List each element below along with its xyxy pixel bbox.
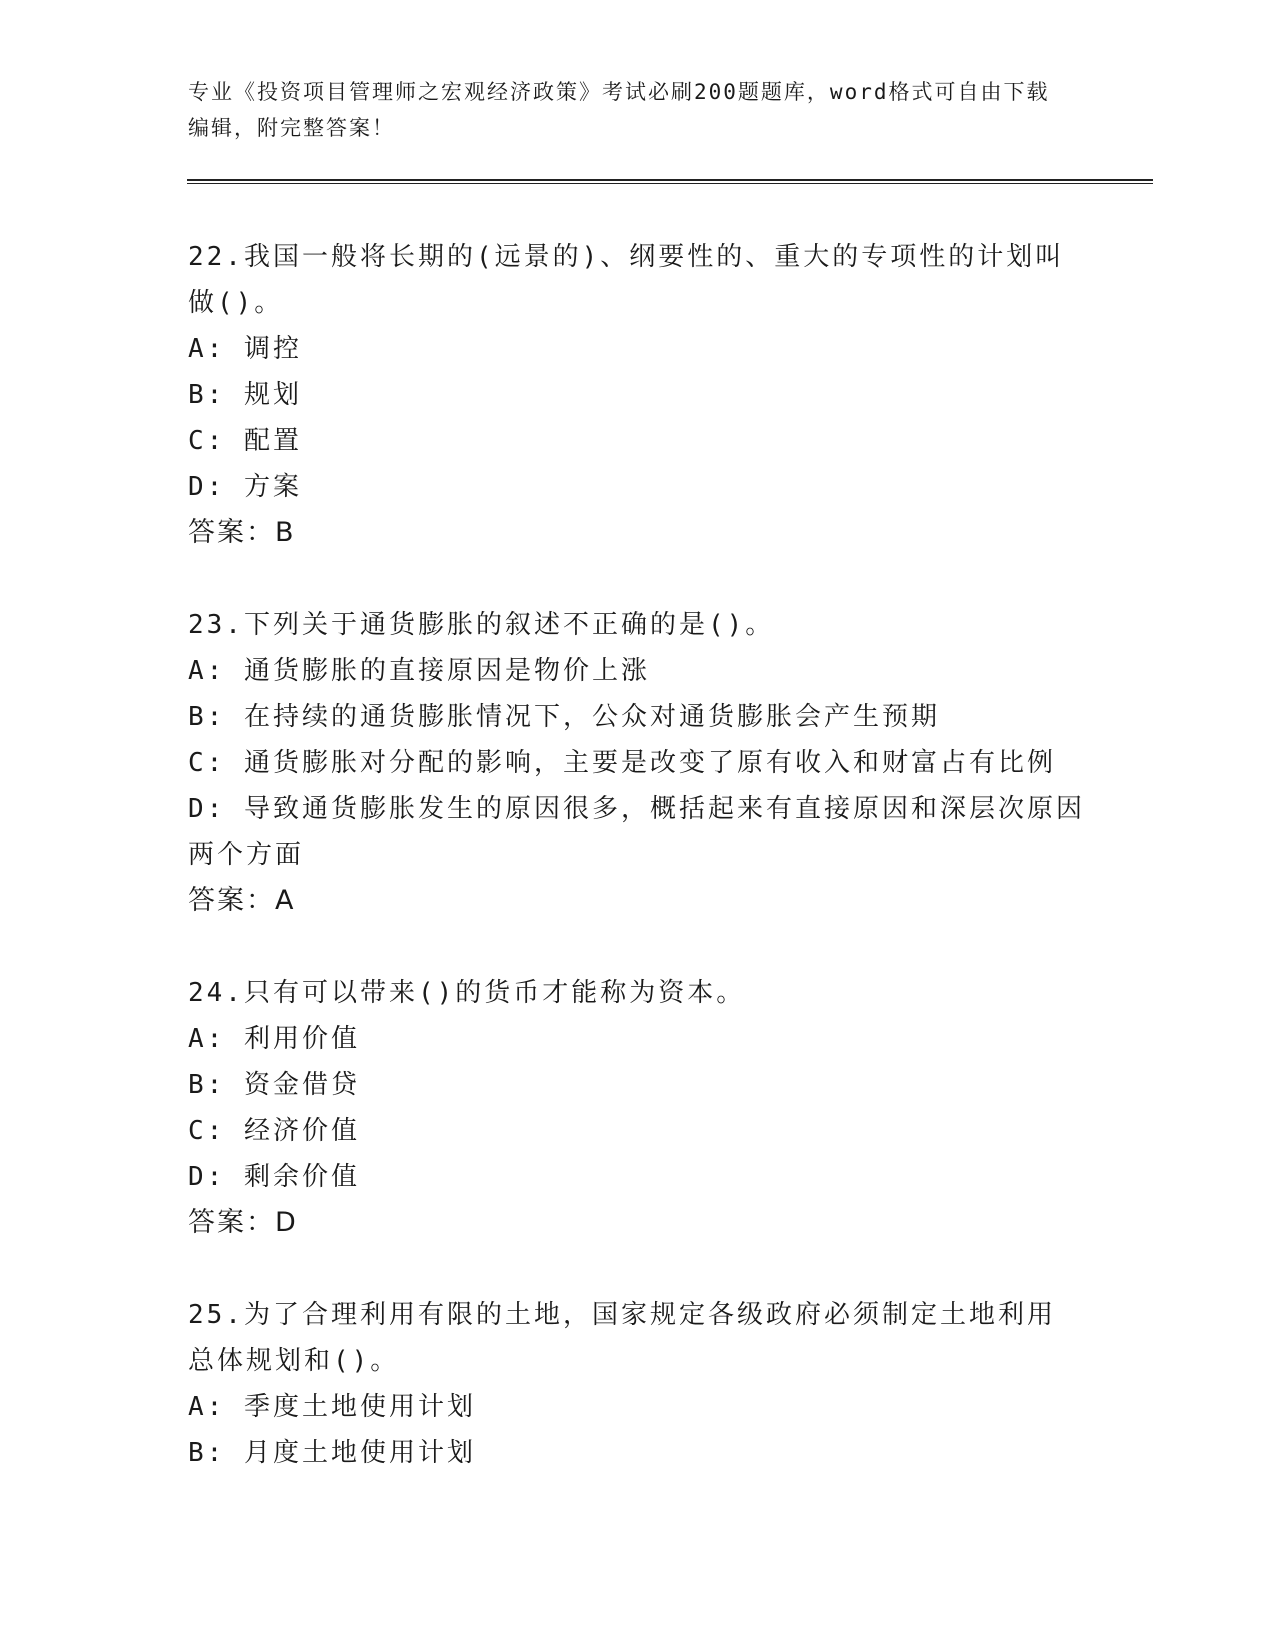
option-b: B: 月度土地使用计划 (188, 1438, 476, 1468)
option-a: A: 季度土地使用计划 (188, 1392, 476, 1422)
option-c: C: 经济价值 (188, 1116, 360, 1146)
option-b: B: 资金借贷 (188, 1070, 360, 1100)
option-c: C: 配置 (188, 426, 302, 456)
answer: 答案：A (188, 885, 296, 916)
option-a: A: 调控 (188, 334, 302, 364)
answer: 答案：D (188, 1207, 298, 1238)
question-25 (188, 1292, 1088, 1476)
question-list (188, 234, 1088, 1522)
option-a: A: 利用价值 (188, 1024, 360, 1054)
header-divider-thick (187, 179, 1153, 181)
option-d: D: 导致通货膨胀发生的原因很多，概括起来有直接原因和深层次原因两个方面 (188, 794, 1085, 870)
option-b: B: 规划 (188, 380, 302, 410)
answer: 答案：B (188, 517, 296, 548)
document-header: 专业《投资项目管理师之宏观经济政策》考试必刷200题题库，word格式可自由下载编辑，附完整答案！ (188, 80, 1050, 140)
option-d: D: 方案 (188, 472, 302, 502)
option-b: B: 在持续的通货膨胀情况下，公众对通货膨胀会产生预期 (188, 702, 940, 732)
option-c: C: 通货膨胀对分配的影响，主要是改变了原有收入和财富占有比例 (188, 748, 1056, 778)
option-a: A: 通货膨胀的直接原因是物价上涨 (188, 656, 650, 686)
question-text: 22.我国一般将长期的(远景的)、纲要性的、重大的专项性的计划叫做()。 (188, 242, 1065, 318)
header-divider-thin (187, 183, 1153, 184)
question-text: 23.下列关于通货膨胀的叙述不正确的是()。 (188, 610, 775, 640)
question-22 (188, 234, 1088, 556)
question-text: 25.为了合理利用有限的土地，国家规定各级政府必须制定土地利用总体规划和()。 (188, 1300, 1056, 1376)
question-text: 24.只有可以带来()的货币才能称为资本。 (188, 978, 746, 1008)
question-23 (188, 602, 1088, 924)
document-page (188, 74, 1088, 146)
option-d: D: 剩余价值 (188, 1162, 360, 1192)
question-24 (188, 970, 1088, 1246)
